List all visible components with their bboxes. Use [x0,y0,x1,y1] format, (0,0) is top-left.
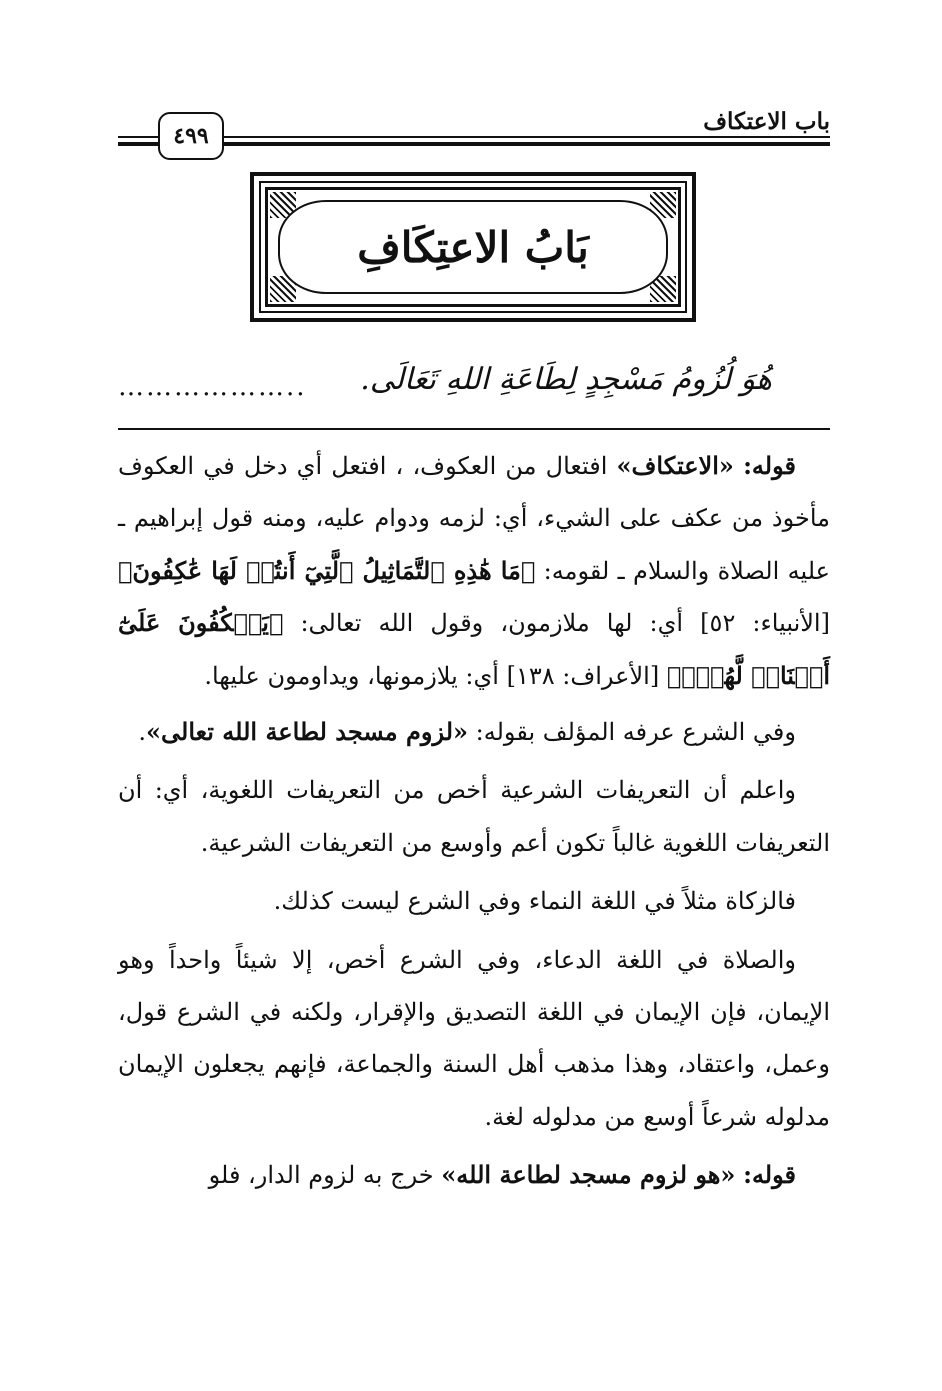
header-rule [118,136,830,138]
quoted-term: «الاعتكاف» [616,451,734,480]
matn-line [118,362,772,412]
qawluhu-label: قوله: [743,1160,796,1190]
quran-verse: ﴿يَعۡكُفُونَ عَلَىٰٓ أَصۡنَامٖ لَّهُمۡۚ﴾ [118,608,830,690]
verse-reference: [الأنبياء: ٥٢] [700,609,830,638]
chapter-title-frame [250,172,696,322]
page-number: ٤٩٩ [158,112,224,160]
running-title: باب الاعتكاف [693,108,830,135]
running-header [118,108,830,158]
paragraph-1: قوله: «الاعتكاف» افتعال من العكوف، ، افتعل أي دخل في العكوف مأخوذ من عكف على الشيء، أي: لزمه ودوام عليه، ومنه قول إبراهيم ـ عليه الصلاة والسلام ـ لقومه: ﴿مَا هَٰذِهِ ٱلتَّمَاثِيلُ ٱلَّتِيٓ أَنتُمۡ لَهَا عَٰكِفُونَ﴾ [الأنبياء: ٥٢] أي: لها ملازمون، وقول الله تعالى: ﴿يَعۡكُفُونَ عَلَىٰٓ أَصۡنَامٖ لَّهُمۡۚ﴾ [الأعراف: ١٣٨] أي: يلازمونها، ويداومون عليها. [118,451,830,690]
paragraph-3: واعلم أن التعريفات الشرعية أخص من التعريفات اللغوية، أي: أن التعريفات اللغوية غالباً تكون أعم وأوسع من التعريفات الشرعية. [118,776,830,857]
matn-dots: ……………….. [118,372,307,402]
quoted-definition: «لزوم مسجد لطاعة الله تعالى» [146,717,469,747]
quoted-term: «هو لزوم مسجد لطاعة الله» [441,1160,736,1190]
matn-separator [118,428,830,430]
paragraph-6: قوله: «هو لزوم مسجد لطاعة الله» خرج به لزوم الدار، فلو [208,1160,796,1190]
qawluhu-label: قوله: [743,451,796,480]
chapter-title: بَابُ الاعتِكَافِ [357,222,589,272]
matn-text: هُوَ لُزُومُ مَسْجِدٍ لِطَاعَةِ اللهِ تَعَالَى. [360,362,772,397]
paragraph-2: وفي الشرع عرفه المؤلف بقوله: «لزوم مسجد لطاعة الله تعالى». [138,717,796,747]
quran-verse: ﴿مَا هَٰذِهِ ٱلتَّمَاثِيلُ ٱلَّتِيٓ أَنتُمۡ لَهَا عَٰكِفُونَ﴾ [118,555,536,585]
header-rule-thick [118,142,830,146]
paragraph-4: فالزكاة مثلاً في اللغة النماء وفي الشرع ليست كذلك. [273,887,796,916]
commentary [118,440,830,1202]
verse-reference: [الأعراف: ١٣٨] [506,661,660,690]
paragraph-5: والصلاة في اللغة الدعاء، وفي الشرع أخص، إلا شيئاً واحداً وهو الإيمان، فإن الإيمان في اللغة التصديق والإقرار، ولكنه في الشرع قول، وعمل، واعتقاد، وهذا مذهب أهل السنة والجماعة، فإنهم يجعلون الإيمان مدلوله شرعاً أوسع من مدلوله لغة. [118,945,830,1131]
